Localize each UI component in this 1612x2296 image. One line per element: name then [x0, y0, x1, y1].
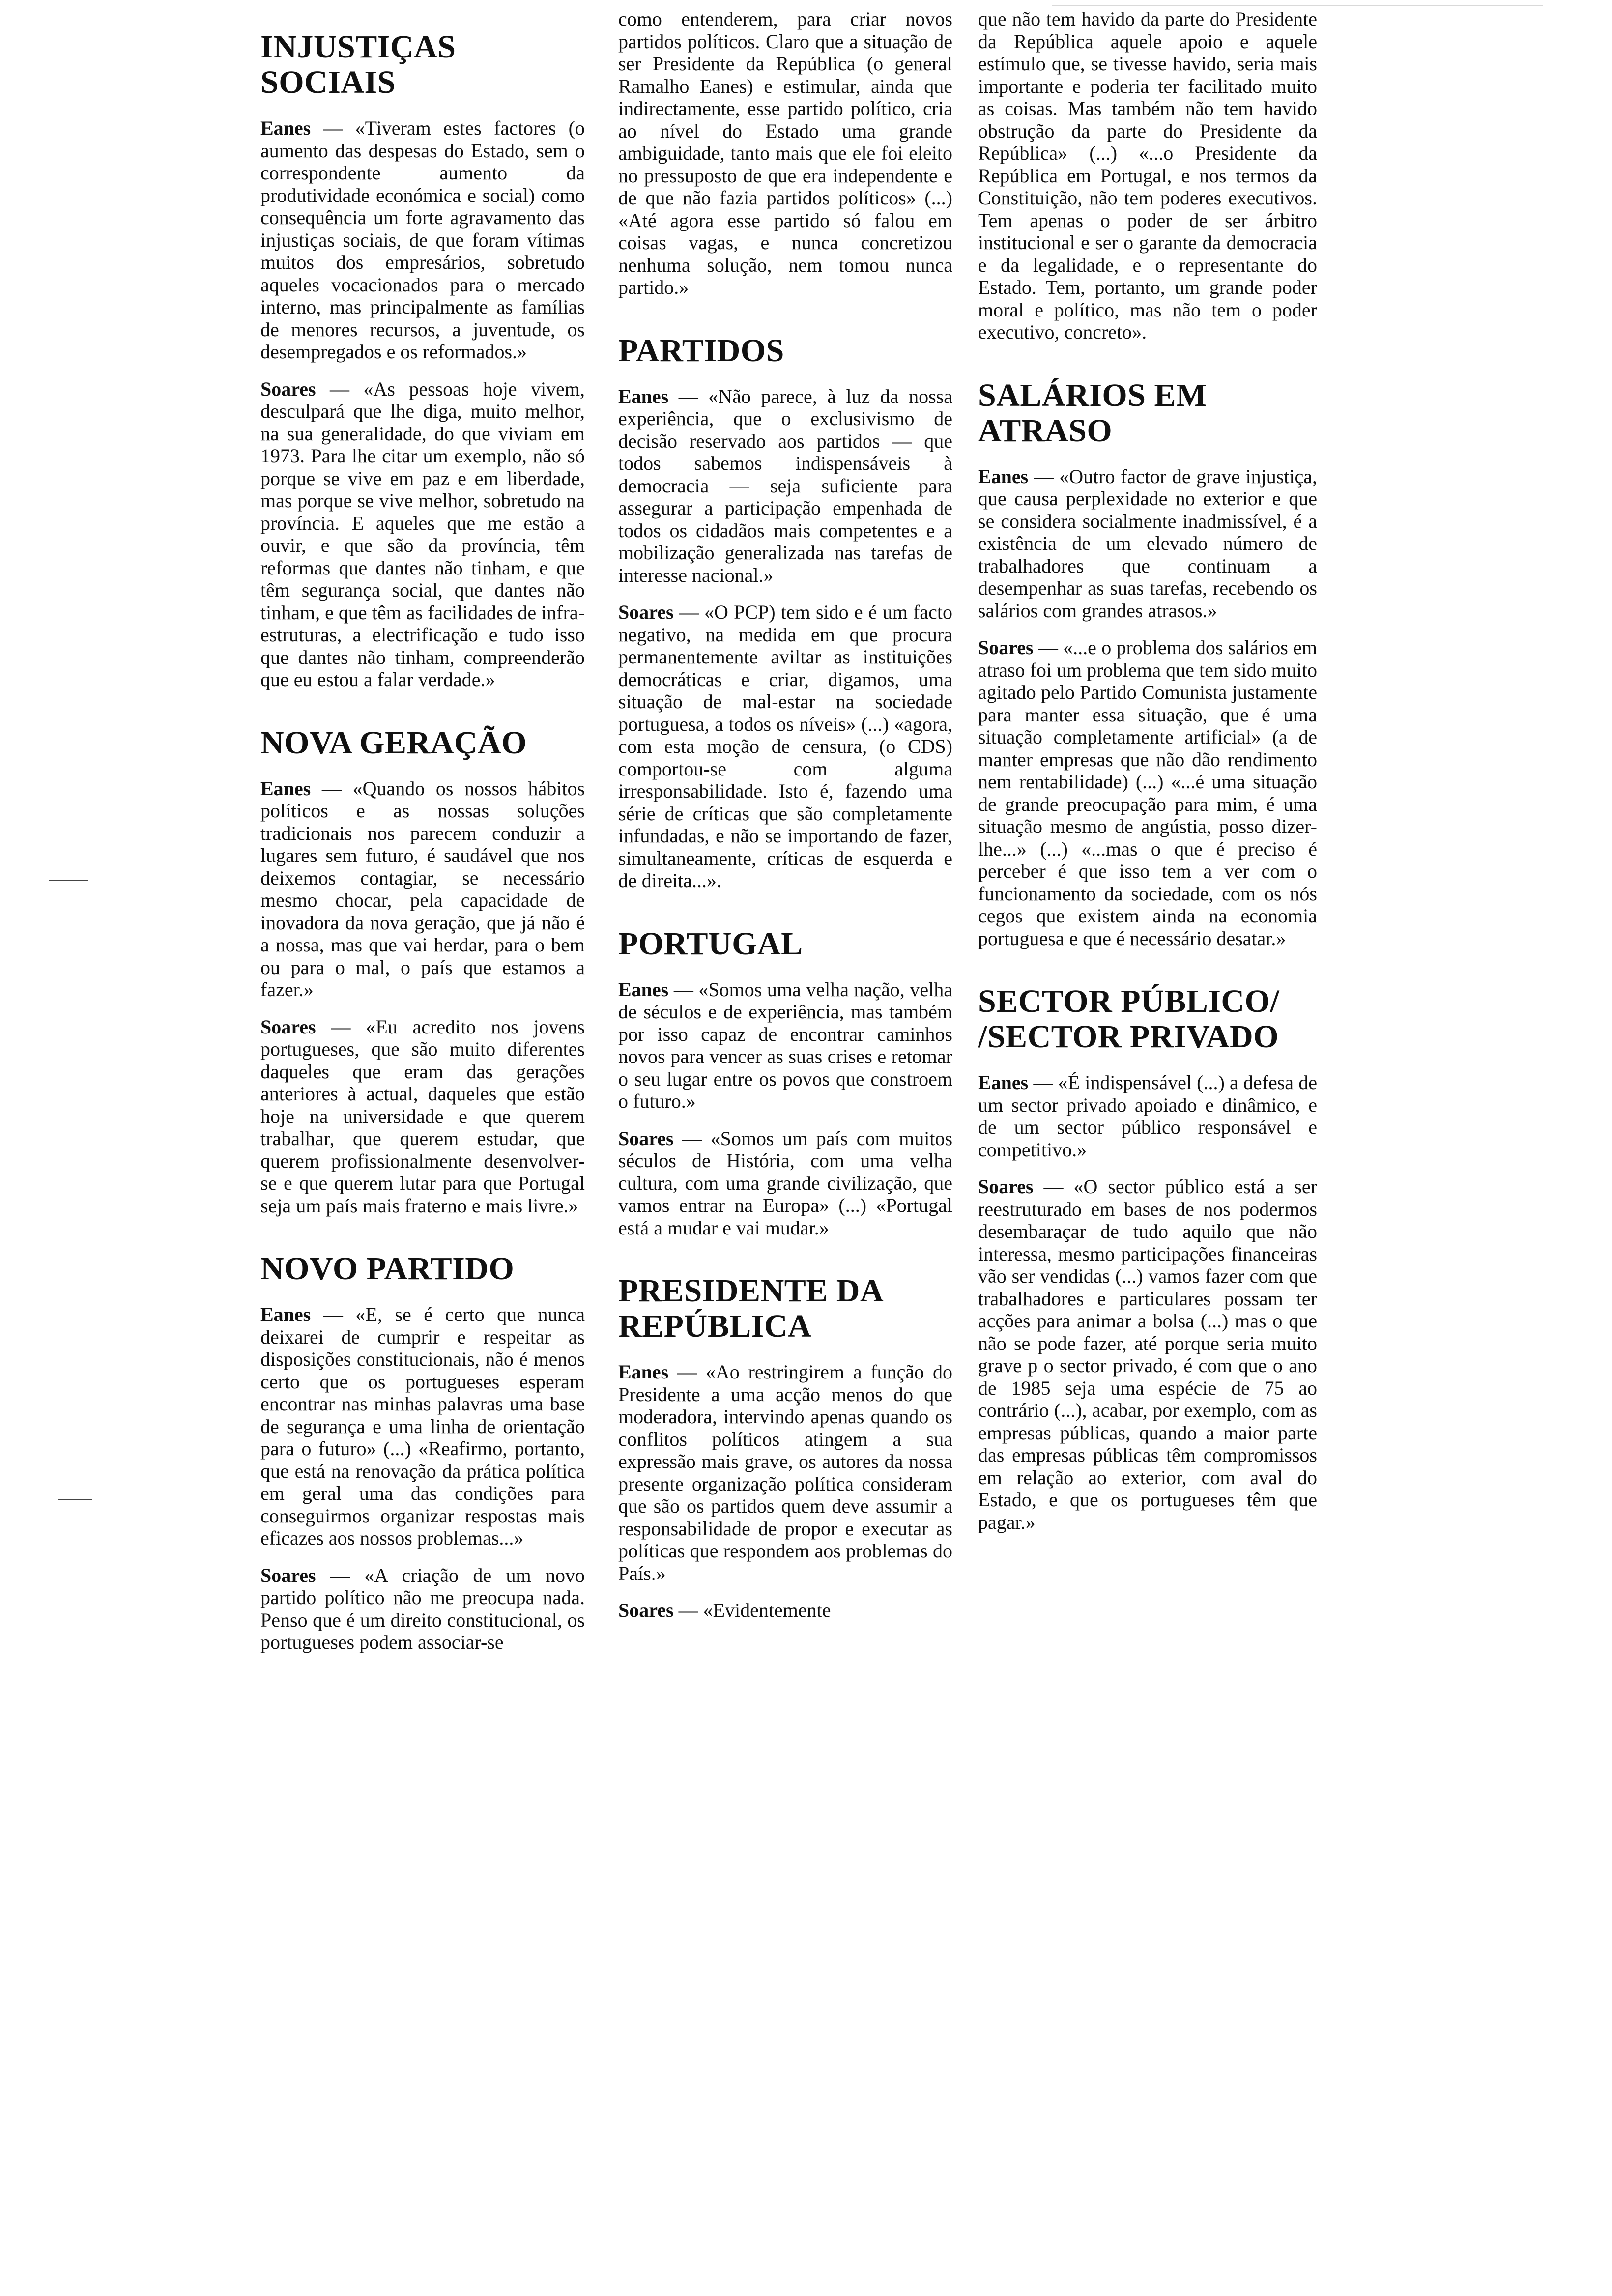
quote-paragraph: [618, 1361, 952, 1584]
section-heading: NOVA GERAÇÃO: [260, 724, 527, 761]
speaker-name: Eanes: [260, 1303, 311, 1325]
section-heading: INJUSTIÇAS SOCIAIS: [260, 29, 456, 100]
speaker-name: Eanes: [978, 1071, 1029, 1093]
speaker-name: Soares: [618, 1599, 674, 1621]
quote-paragraph: [618, 978, 952, 1113]
quote-text: — «E, se é certo que nunca deixarei de cumprir e respeitar as disposições constitucionais, não é menos certo que os portugueses esperam encontrar nas minhas palavras uma base de segurança e uma linha de orientação para o futuro» (...) «Reafirmo, portanto, que está na renovação da prática política em geral uma das condições para conseguirmos organizar respostas mais eficazes aos nossos problemas...»: [260, 1303, 585, 1549]
speaker-name: Soares: [260, 1564, 316, 1586]
quote-text: — «Ao restringirem a função do Presidente a uma acção menos do que moderadora, intervindo apenas quando os conflitos políticos atingem a sua expressão mais grave, os autores da nossa presente organização política consideram que são os partidos quem deve assumir a responsabilidade de propor e executar as políticas que respondem aos problemas do País.»: [618, 1361, 952, 1584]
quote-paragraph: [618, 601, 952, 892]
speaker-name: Eanes: [618, 978, 669, 1001]
section-heading: SALÁRIOS EM ATRASO: [978, 377, 1207, 449]
speaker-name: Eanes: [260, 777, 311, 800]
top-rule: [1052, 5, 1543, 6]
quote-text: — «A criação de um novo partido político não me preocupa nada. Penso que é um direito constitucional, os portugueses podem associar-se: [260, 1564, 585, 1653]
speaker-name: Soares: [260, 1015, 316, 1038]
quote-paragraph: [978, 636, 1317, 949]
quote-paragraph: [978, 1176, 1317, 1533]
quote-text: — «Tiveram estes factores (o aumento das despesas do Estado, sem o correspondente aumento da produtividade económica e social) como consequência um forte agravamento das injustiças sociais, de que foram vítimas muitos dos empresários, sobretudo aqueles vocacionados para o mercado interno, mas principalmente as famílias de menores recursos, a juventude, os desempregados e os reformados.»: [260, 117, 585, 363]
quote-paragraph: [618, 1599, 952, 1622]
quote-text: — «Eu acredito nos jovens portugueses, que são muito diferentes daqueles que eram das gerações anteriores à actual, daqueles que estão hoje na universidade e que querem trabalhar, que querem estudar, que querem profissionalmente desenvolver-se e que querem lutar para que Portugal seja um país mais fraterno e mais livre.»: [260, 1015, 585, 1217]
section-heading: SECTOR PÚBLICO/ /SECTOR PRIVADO: [978, 983, 1280, 1055]
speaker-name: Eanes: [978, 465, 1029, 488]
quote-text: que não tem havido da parte do Presidente da República aquele apoio e aquele estímulo que, se tivesse havido, seria mais importante e poderia ter facilitado muito as coisas. Mas também não tem havido obstrução da parte do Presidente da República» (...) «...o Presidente da República em Portugal, e nos termos da Constituição, não tem poderes executivos. Tem apenas o poder de ser árbitro institucional e ser o garante da democracia e da legalidade, e o representante do Estado. Tem, portanto, um grande poder moral e político, mas não tem o poder executivo, concreto».: [978, 8, 1317, 343]
speaker-name: Soares: [618, 601, 674, 623]
quote-text: — «É indispensável (...) a defesa de um sector privado apoiado e dinâmico, e de um sector público responsável e competitivo.»: [978, 1071, 1318, 1161]
quote-text: — «...e o problema dos salários em atraso foi um problema que tem sido muito agitado pelo Partido Comunista justamente para manter essa situação, que é uma situação completamente artificial» (a de manter empresas que não dão rendimento nem rentabilidade) (...) «...é uma situação de grande preocupação para mim, é uma situação mesmo de angústia, posso dizer-lhe...» (...) «...mas o que é preciso é perceber é que isso tem a ver com o funcionamento da sociedade, com os nós cegos que existem ainda na economia portuguesa e que é necessário desatar.»: [978, 636, 1317, 949]
quote-text: — «O PCP) tem sido e é um facto negativo, na medida em que procura permanentemente aviltar as instituições democráticas e criar, digamos, uma situação de mal-estar na sociedade portuguesa, a todos os níveis» (...) «agora, com esta moção de censura, (o CDS) comportou-se com alguma irresponsabilidade. Isto é, fazendo uma série de críticas que são completamente infundadas, e não se importando de fazer, simultaneamente, críticas de esquerda e de direita...».: [618, 601, 952, 891]
quote-text: — «Evidentemente: [678, 1599, 831, 1621]
continued-paragraph: [618, 8, 952, 299]
speaker-name: Soares: [978, 1176, 1034, 1198]
column-1: [260, 29, 585, 1668]
quote-text: — «Somos uma velha nação, velha de séculos e de experiência, mas também por isso capaz de encontrar caminhos novos para vencer as suas crises e retomar o seu lugar entre os povos que constroem o futuro.»: [618, 978, 953, 1112]
quote-text: como entenderem, para criar novos partidos políticos. Claro que a situação de ser Presidente da República (o general Ramalho Eanes) e estimular, ainda que indirectamente, esse partido político, cria ao nível do Estado uma grande ambiguidade, tanto mais que ele foi eleito no pressuposto de que era independente e de que não fazia partidos políticos» (...) «Até agora esse partido só falou em coisas vagas, e nunca concretizou nenhuma solução, nem tomou nunca partido.»: [618, 8, 952, 298]
column-2: [618, 8, 952, 1636]
section-heading: PORTUGAL: [618, 925, 803, 962]
quote-paragraph: [260, 378, 585, 691]
speaker-name: Eanes: [260, 117, 311, 139]
section-heading: PRESIDENTE DA REPÚBLICA: [618, 1273, 882, 1344]
quote-paragraph: [978, 1071, 1317, 1161]
quote-paragraph: [618, 385, 952, 587]
speaker-name: Eanes: [618, 1361, 669, 1383]
quote-text: — «Somos um país com muitos séculos de História, com uma velha cultura, com uma grande civilização, que vamos entrar na Europa» (...) «Portugal está a mudar e vai mudar.»: [618, 1127, 953, 1239]
quote-paragraph: [260, 1564, 585, 1654]
quote-text: — «Não parece, à luz da nossa experiência, que o exclusivismo de decisão reservado aos partidos — que todos sabemos indispensáveis à democracia — seja suficiente para assegurar a participação empenhada de todos os cidadãos mais competentes e a mobilização generalizada nas tarefas de interesse nacional.»: [618, 385, 952, 586]
quote-text: — «O sector público está a ser reestruturado em bases de nos podermos desembaraçar de tudo aquilo que não interessa, mesmo participações financeiras vão ser vendidas (...) vamos fazer com que trabalhadores e particulares possam ter acções para animar a bolsa (...) mas o que não se pode fazer, até porque seria muito grave p o sector privado, é com que o ano de 1985 seja uma espécie de 75 ao contrário (...), acabar, por exemplo, com as empresas públicas, quando a maior parte das empresas públicas têm compromissos em relação ao exterior, com aval do Estado, e que os portugueses têm que pagar.»: [978, 1176, 1317, 1533]
speaker-name: Soares: [260, 377, 316, 400]
quote-paragraph: [978, 465, 1317, 622]
margin-mark: [58, 1499, 92, 1500]
section-heading: PARTIDOS: [618, 332, 784, 369]
quote-paragraph: [260, 777, 585, 1001]
column-3: [978, 8, 1317, 1548]
quote-paragraph: [260, 1303, 585, 1550]
margin-mark: [49, 880, 88, 881]
speaker-name: Soares: [618, 1127, 674, 1149]
speaker-name: Eanes: [618, 385, 669, 407]
quote-text: — «Quando os nossos hábitos políticos e as nossas soluções tradicionais nos parecem conduzir a lugares sem futuro, é saudável que nos deixemos contagiar, se necessário mesmo chocar, pela capacidade de inovadora da nova geração, que já não é a nossa, mas que vai herdar, para o bem ou para o mal, o país que estamos a fazer.»: [260, 777, 585, 1001]
speaker-name: Soares: [978, 636, 1034, 659]
quote-text: — «Outro factor de grave injustiça, que causa perplexidade no exterior e que se considera socialmente inadmissível, é a existência de um elevado número de trabalhadores que continuam a desempenhar as suas tarefas, recebendo os salários com grandes atrasos.»: [978, 465, 1317, 622]
continued-paragraph: [978, 8, 1317, 344]
quote-paragraph: [260, 1016, 585, 1217]
quote-paragraph: [618, 1127, 952, 1239]
section-heading: NOVO PARTIDO: [260, 1251, 515, 1287]
quote-text: — «As pessoas hoje vivem, desculpará que lhe diga, muito melhor, na sua generalidade, do que viviam em 1973. Para lhe citar um exemplo, não só porque se vive em paz e em liberdade, mas porque se vive melhor, sobretudo na província. E aqueles que me estão a ouvir, e que são da província, têm reformas que dantes não tinham, e que têm segurança social, que dantes não tinham, e que têm as facilidades de infra-estruturas, a electrificação e tudo isso que dantes não tinham, compreenderão que eu estou a falar verdade.»: [260, 377, 585, 690]
quote-paragraph: [260, 117, 585, 363]
